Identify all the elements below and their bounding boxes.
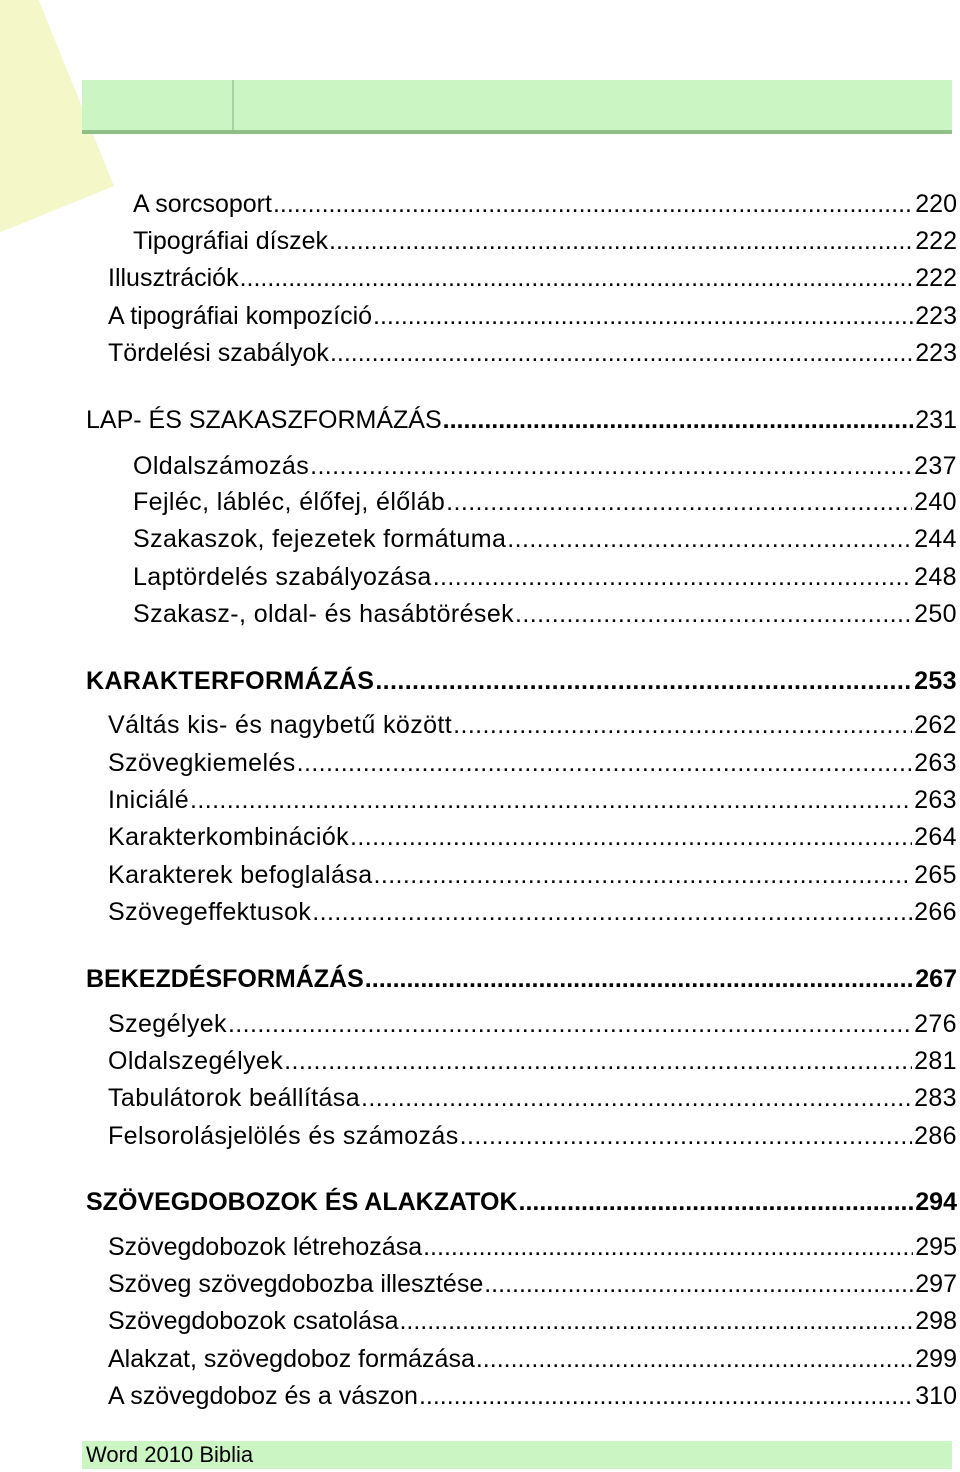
footer-book-title: Word 2010 Biblia <box>86 1442 254 1467</box>
toc-entry-label: Oldalszámozás <box>133 452 310 480</box>
toc-entry <box>133 188 957 220</box>
toc-leader-dots <box>423 1231 913 1263</box>
toc-entry-page: 244 <box>914 525 957 553</box>
toc-entry <box>108 859 957 891</box>
toc-entry <box>108 337 957 369</box>
toc-entry-page: 299 <box>915 1345 957 1373</box>
header-rule <box>82 130 952 134</box>
toc-entry-label: Karakterkombinációk <box>108 823 350 851</box>
toc-entry-label: Iniciálé <box>108 786 190 814</box>
toc-entry-label: Szöveg szövegdobozba illesztése <box>108 1270 484 1298</box>
toc-leader-dots <box>297 747 912 779</box>
toc-entry-page: 222 <box>915 264 957 292</box>
toc-entry-label: Szövegeffektusok <box>108 898 312 926</box>
toc-entry <box>108 1305 957 1337</box>
toc-entry-label: Tipográfiai díszek <box>133 227 328 255</box>
toc-entry <box>133 561 957 593</box>
toc-entry-page: 250 <box>914 600 957 628</box>
toc-leader-dots <box>350 821 912 853</box>
toc-entry-label: Váltás kis- és nagybetű között <box>108 711 453 739</box>
toc-entry-label: A sorcsoport <box>133 190 272 218</box>
toc-leader-dots <box>515 598 912 630</box>
toc-entry <box>108 1268 957 1300</box>
toc-section-page: 231 <box>915 406 957 434</box>
toc-entry-page: 295 <box>915 1233 957 1261</box>
toc-entry-page: 286 <box>914 1122 957 1150</box>
toc-entry <box>133 523 957 555</box>
toc-leader-dots <box>433 561 912 593</box>
toc-section <box>86 963 957 995</box>
toc-entry-label: Karakterek befoglalása <box>108 861 373 889</box>
toc-entry-page: 237 <box>914 452 957 480</box>
toc-leader-dots <box>374 859 913 891</box>
toc-entry <box>108 1380 957 1412</box>
toc-entry <box>108 1231 957 1263</box>
toc-leader-dots <box>365 963 913 995</box>
toc-entry-page: 298 <box>915 1307 957 1335</box>
toc-entry <box>133 225 957 257</box>
toc-entry-page: 265 <box>914 861 957 889</box>
toc-entry-label: Alakzat, szövegdoboz formázása <box>108 1345 475 1373</box>
toc-section-label: SZÖVEGDOBOZOK ÉS ALAKZATOK <box>86 1188 518 1216</box>
toc-entry-page: 276 <box>914 1010 957 1038</box>
toc-entry-page: 223 <box>915 339 957 367</box>
toc-entry <box>108 784 957 816</box>
toc-leader-dots <box>310 450 912 482</box>
toc-leader-dots <box>312 896 912 928</box>
toc-leader-dots <box>329 225 913 257</box>
toc-entry-label: Felsorolásjelölés és számozás <box>108 1122 459 1150</box>
toc-entry <box>133 450 957 482</box>
toc-entry-label: Szakaszok, fejezetek formátuma <box>133 525 507 553</box>
toc-entry-page: 283 <box>914 1084 957 1112</box>
toc-leader-dots <box>453 709 912 741</box>
toc-entry-page: 297 <box>915 1270 957 1298</box>
toc-entry-label: Tabulátorok beállítása <box>108 1084 361 1112</box>
toc-entry <box>108 262 957 294</box>
toc-leader-dots <box>484 1268 913 1300</box>
toc-leader-dots <box>240 262 914 294</box>
toc-entry <box>108 1120 957 1152</box>
toc-leader-dots <box>361 1082 912 1114</box>
toc-entry <box>108 821 957 853</box>
header-divider <box>232 80 234 130</box>
toc-entry <box>133 598 957 630</box>
toc-leader-dots <box>446 486 912 518</box>
toc-entry-label: Szövegkiemelés <box>108 749 296 777</box>
toc-entry-page: 223 <box>915 302 957 330</box>
toc-entry-page: 264 <box>914 823 957 851</box>
toc-entry-label: Szövegdobozok létrehozása <box>108 1233 423 1261</box>
toc-entry-page: 263 <box>914 749 957 777</box>
toc-entry <box>108 1008 957 1040</box>
toc-section-page: 294 <box>915 1188 957 1216</box>
toc-entry-page: 281 <box>914 1047 957 1075</box>
toc-entry-page: 262 <box>914 711 957 739</box>
toc-leader-dots <box>330 337 913 369</box>
toc-entry <box>108 896 957 928</box>
toc-section <box>86 1186 957 1218</box>
toc-entry-label: A tipográfiai kompozíció <box>108 302 373 330</box>
toc-entry-page: 222 <box>915 227 957 255</box>
toc-entry-label: Laptördelés szabályozása <box>133 563 432 591</box>
toc-entry <box>108 1082 957 1114</box>
toc-leader-dots <box>190 784 912 816</box>
toc-entry-label: Szakasz-, oldal- és hasábtörések <box>133 600 515 628</box>
toc-leader-dots <box>507 523 912 555</box>
toc-section <box>86 665 957 697</box>
toc-entry <box>108 709 957 741</box>
toc-section-label: LAP- ÉS SZAKASZFORMÁZÁS <box>86 406 442 434</box>
toc-entry-page: 266 <box>914 898 957 926</box>
toc-entry-label: Tördelési szabályok <box>108 339 329 367</box>
toc-leader-dots <box>273 188 913 220</box>
toc-entry-page: 263 <box>914 786 957 814</box>
toc-section <box>86 404 957 436</box>
header-bar <box>82 80 952 130</box>
toc-leader-dots <box>519 1186 914 1218</box>
toc-section-label: KARAKTERFORMÁZÁS <box>86 667 375 695</box>
toc-entry-label: Szegélyek <box>108 1010 227 1038</box>
toc-leader-dots <box>373 300 913 332</box>
toc-leader-dots <box>443 404 914 436</box>
toc-entry <box>108 747 957 779</box>
toc-section-page: 253 <box>914 667 957 695</box>
toc-leader-dots <box>284 1045 912 1077</box>
toc-entry-label: Oldalszegélyek <box>108 1047 284 1075</box>
toc-entry-label: Fejléc, lábléc, élőfej, élőláb <box>133 488 446 516</box>
toc-leader-dots <box>399 1305 913 1337</box>
toc-leader-dots <box>476 1343 913 1375</box>
toc-entry <box>108 1045 957 1077</box>
toc-section-label: BEKEZDÉSFORMÁZÁS <box>86 965 364 993</box>
toc-entry <box>133 486 957 518</box>
toc-entry-label: A szövegdoboz és a vászon <box>108 1382 418 1410</box>
toc-entry-label: Szövegdobozok csatolása <box>108 1307 399 1335</box>
toc-entry <box>108 300 957 332</box>
toc-leader-dots <box>228 1008 912 1040</box>
toc-leader-dots <box>460 1120 912 1152</box>
toc-entry-page: 240 <box>914 488 957 516</box>
toc-leader-dots <box>419 1380 913 1412</box>
toc-entry-page: 248 <box>914 563 957 591</box>
toc-entry <box>108 1343 957 1375</box>
toc-entry-label: Illusztrációk <box>108 264 239 292</box>
toc-entry-page: 220 <box>915 190 957 218</box>
toc-entry-page: 310 <box>915 1382 957 1410</box>
toc-section-page: 267 <box>915 965 957 993</box>
toc-leader-dots <box>375 665 912 697</box>
